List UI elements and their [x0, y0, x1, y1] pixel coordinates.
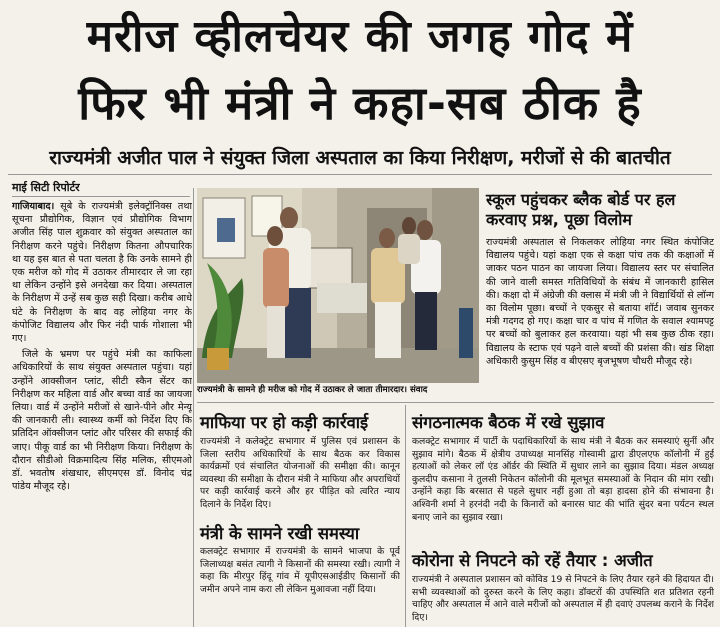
meeting-box — [412, 436, 714, 544]
byline-rule — [12, 196, 190, 197]
column-divider-left — [193, 188, 194, 627]
photo-caption: राज्यमंत्री के सामने ही मरीज को गोद में उठाकर ले जाता तीमारदार। संवाद — [197, 383, 479, 397]
school-story-body — [486, 236, 714, 396]
column-divider-boxes — [405, 405, 406, 627]
dateline: गाजियाबाद। — [12, 201, 55, 212]
byline: माई सिटी रिपोर्टर — [12, 181, 80, 194]
corona-box — [412, 574, 714, 627]
main-story-paragraph-2: जिले के भ्रमण पर पहुंचे मंत्री का काफिला अधिकारियों के साथ संयुक्त अस्पताल पहुंचा। यहां उन्होंने आक्सीजन प्लांट, सीटी स्कैन सेंटर का निरीक्षण कर महिला वार्ड और बच्चा वार्ड का जायजा लिया। वार्ड में उन्होंने मरीजों से खाने-पीने और मेन्यू की जानकारी ली। स्वास्थ्य कर्मी को निर्देश दिए कि प्रतिदिन ऑक्सीजन प्लांट और परिसर की सफाई की जाए। पीकू वार्ड का भी निरीक्षण किया। निरीक्षण के दौरान सीडीओ विक्रमादित्य सिंह मलिक, सीएमओ डॉ. भवतोष शंखधार, सीएमएस डॉ. विनोद चंद्र पांडेय मौजूद रहे। — [12, 349, 192, 493]
problem-box-body: कलक्ट्रेट सभागार में राज्यमंत्री के सामने भाजपा के पूर्व जिलाध्यक्ष बसंत त्यागी ने किसानों की समस्या रखी। त्यागी ने कहा कि मीरपुर हिंदू गांव में यूपीएसआईडीए किसानों की जमीन अपने नाम करा ली लेकिन मुआवजा नहीं दिया। — [200, 546, 400, 595]
subhead-rule — [8, 174, 712, 175]
hospital-photo — [197, 188, 479, 388]
corona-box-body: राज्यमंत्री ने अस्पताल प्रशासन को कोविड 19 से निपटने के लिए तैयार रहने की हिदायत दी। सभी व्यवस्थाओं को दुरुस्त करने के लिए कहा। डॉक्टरों की उपस्थिति शत प्रतिशत रहनी चाहिए और अस्पताल में आने वाले मरीजों को अस्पताल में ही दवाएं उपलब्ध कराने के निर्देश दिए। — [412, 574, 714, 623]
mafia-box — [200, 436, 400, 520]
school-story-text: राज्यमंत्री अस्पताल से निकलकर लोहिया नगर स्थित कंपोजिट विद्यालय पहुंचे। यहां कक्षा एक से कक्षा पांच तक की कक्षाओं में जाकर पठन पाठन का जायजा लिया। विद्यालय स्तर पर संचालित की जाने वाली समस्त गतिविधियों के संबंध में जानकारी हासिल की। कक्षा दो में अंग्रेजी की क्लास में मंत्री जी ने विद्यार्थियों से लॉन्ग का विलोम पूछा। बच्चों ने एकसुर से बताया शॉर्ट। जवाब सुनकर मंत्री गदगद हो गए। कक्षा चार व पांच में गणित के सवाल श्यामपट्ट पर बच्चों को बुलाकर हल करवाया। यहां भी सब कुछ ठीक रहा। विद्यालय के स्टाफ एवं पढ़ने वाले बच्चों की प्रशंसा की। खंड शिक्षा अधिकारी कुसुम सिंह व बीएसए बृजभूषण चौधरी मौजूद रहे। — [486, 237, 714, 367]
problem-box-title: मंत्री के सामने रखी समस्या — [200, 524, 360, 543]
subheadline: राज्यमंत्री अजीत पाल ने संयुक्त जिला अस्पताल का किया निरीक्षण, मरीजों से की बातचीत — [49, 147, 671, 169]
box-top-rule — [197, 402, 714, 403]
meeting-box-title: संगठनात्मक बैठक में रखे सुझाव — [412, 413, 605, 432]
mafia-box-body: राज्यमंत्री ने कलेक्ट्रेट सभागार में पुलिस एवं प्रशासन के जिला स्तरीय अधिकारियों के साथ बैठक कर विकास कार्यक्रमों एवं संचालित योजनाओं की समीक्षा की। कानून व्यवस्था की समीक्षा के दौरान मंत्री ने माफिया और अपराधियों पर कड़ी कार्रवाई करने और हर पीड़ित को त्वरित न्याय दिलाने के निर्देश दिए। — [200, 436, 400, 510]
school-story-title: स्कूल पहुंचकर ब्लैक बोर्ड पर हल करवाए प्रश्न, पूछा विलोम — [486, 190, 676, 229]
hospital-photo-illustration — [197, 188, 479, 388]
main-story — [12, 200, 192, 627]
problem-box — [200, 546, 400, 624]
meeting-box-body: कलक्ट्रेट सभागार में पार्टी के पदाधिकारियों के साथ मंत्री ने बैठक कर समस्याएं सुनीं और सुझाव मांगे। बैठक में क्षेत्रीय उपाध्यक्ष मानसिंह गोस्वामी द्वारा डीएलएफ कॉलोनी में हुई हत्याओं को लेकर लॉ एंड ऑर्डर की स्थिति में सुधार लाने का सुझाव दिया। मंडल अध्यक्ष कुलदीप कसाना ने तुलसी निकेतन कॉलोनी की मूलभूत समस्याओं के निदान की मांग रखी। उन्होंने कहा कि बरसात से पहले सुधार नहीं हुआ तो बड़ा हादसा होने की संभावना है। अश्विनी शर्मा ने हरनंदी नदी के किनारों को बनारस घाट की भांति सुंदर बना पर्यटन स्थल बनाए जाने का सुझाव रखा। — [412, 436, 714, 523]
mafia-box-title: माफिया पर हो कड़ी कार्रवाई — [200, 413, 369, 432]
headline-line-1: मरीज व्हीलचेयर की जगह गोद में — [86, 11, 634, 62]
headline-line-2: फिर भी मंत्री ने कहा-सब ठीक है — [78, 76, 642, 130]
corona-box-title: कोरोना से निपटने को रहें तैयार : अजीत — [412, 551, 653, 570]
main-story-paragraph-1: सूबे के राज्यमंत्री इलेक्ट्रॉनिक्स तथा सूचना प्रौद्योगिक, विज्ञान एवं प्रौद्योगिक विभाग अजीत सिंह पाल शुक्रवार को संयुक्त अस्पताल का निरीक्षण करने पहुंचे। निरीक्षण कितना औपचारिक था यह इस बात से पता चलता है कि उनके सामने ही एक मरीज को गोद में उठाकर तीमारदार ले जा रहा था लेकिन उन्होंने इसे अनदेखा कर दिया। अस्पताल के निरीक्षण में उन्हें सब कुछ सही दिखा। करीब आधे घंटे के निरीक्षण के बाद वह लोहिया नगर के कंपोजिट विद्यालय और फिर नंदी पार्क गोशाला भी गए। — [12, 201, 192, 345]
